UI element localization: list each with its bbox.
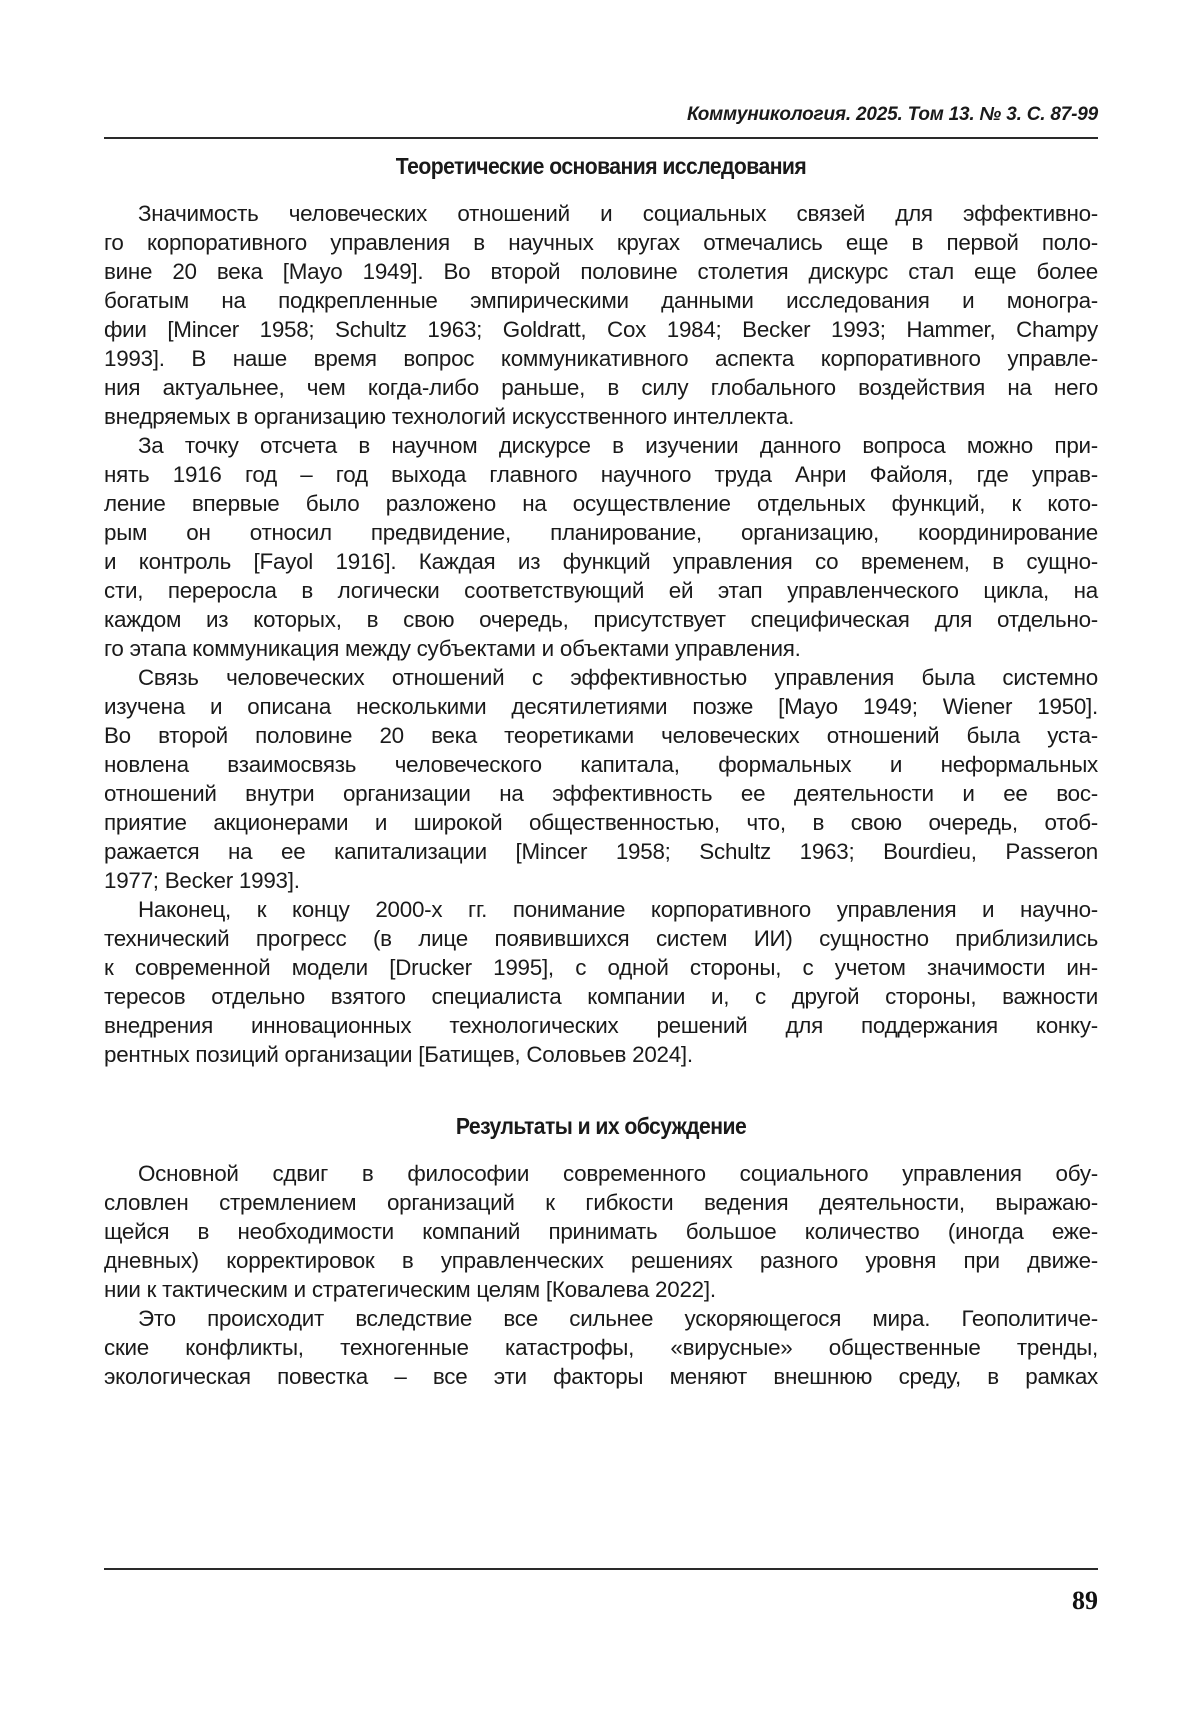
paragraph xyxy=(104,199,1098,431)
footer-rule xyxy=(104,1568,1098,1570)
text-line: За точку отсчета в научном дискурсе в изучении данного вопроса можно при- xyxy=(138,433,1098,458)
section-title-theory: Теоретические основания исследования xyxy=(395,153,807,179)
text-line: го корпоративного управления в научных кругах отмечались еще в первой поло- xyxy=(104,230,1098,255)
text-line: технический прогресс (в лице появившихся систем ИИ) сущностно приблизились xyxy=(104,926,1098,951)
text-line: рентных позиций организации [Батищев, Соловьев 2024]. xyxy=(104,1042,693,1067)
paragraph xyxy=(104,431,1098,663)
section-body-results xyxy=(104,1159,1098,1391)
text-line: 1977; Becker 1993]. xyxy=(104,868,300,893)
text-line: новлена взаимосвязь человеческого капитала, формальных и неформальных xyxy=(104,752,1098,777)
text-line: сти, переросла в логически соответствующий ей этап управленческого цикла, на xyxy=(104,578,1098,603)
document-page xyxy=(104,0,1098,1710)
text-line: 1993]. В наше время вопрос коммуникативного аспекта корпоративного управле- xyxy=(104,346,1098,371)
text-line: дневных) корректировок в управленческих решениях разного уровня при движе- xyxy=(104,1248,1098,1273)
text-line: ния актуальнее, чем когда-либо раньше, в силу глобального воздействия на него xyxy=(104,375,1098,400)
text-line: Основной сдвиг в философии современного социального управления обу- xyxy=(138,1161,1098,1186)
text-line: нии к тактическим и стратегическим целям [Ковалева 2022]. xyxy=(104,1277,716,1302)
text-line: ражается на ее капитализации [Mincer 1958; Schultz 1963; Bourdieu, Passeron xyxy=(104,839,1098,864)
text-line: экологическая повестка – все эти факторы меняют внешнюю среду, в рамках xyxy=(104,1364,1098,1389)
text-line: ление впервые было разложено на осуществление отдельных функций, к кото- xyxy=(104,491,1098,516)
text-line: Значимость человеческих отношений и социальных связей для эффективно- xyxy=(138,201,1098,226)
text-line: и контроль [Fayol 1916]. Каждая из функций управления со временем, в сущно- xyxy=(104,549,1098,574)
section-body-theory xyxy=(104,199,1098,1069)
paragraph xyxy=(104,1159,1098,1304)
section-title-results: Результаты и их обсуждение xyxy=(455,1113,747,1139)
text-line: тересов отдельно взятого специалиста компании и, с другой стороны, важности xyxy=(104,984,1098,1009)
text-line: к современной модели [Drucker 1995], с одной стороны, с учетом значимости ин- xyxy=(104,955,1098,980)
text-line: внедряемых в организацию технологий искусственного интеллекта. xyxy=(104,404,795,429)
text-line: рым он относил предвидение, планирование, организацию, координирование xyxy=(104,520,1098,545)
text-line: приятие акционерами и широкой общественностью, что, в свою очередь, отоб- xyxy=(104,810,1098,835)
text-line: словлен стремлением организаций к гибкости ведения деятельности, выражаю- xyxy=(104,1190,1098,1215)
paragraph xyxy=(104,1304,1098,1391)
running-head: Коммуникология. 2025. Том 13. № 3. С. 87-99 xyxy=(686,104,1098,125)
paragraph xyxy=(104,663,1098,895)
paragraph xyxy=(104,895,1098,1069)
text-line: Наконец, к концу 2000-х гг. понимание корпоративного управления и научно- xyxy=(138,897,1098,922)
page-number: 89 xyxy=(1072,1586,1098,1615)
text-line: внедрения инновационных технологических решений для поддержания конку- xyxy=(104,1013,1098,1038)
text-line: отношений внутри организации на эффективность ее деятельности и ее вос- xyxy=(104,781,1098,806)
text-line: Связь человеческих отношений с эффективностью управления была системно xyxy=(138,665,1098,690)
text-line: фии [Mincer 1958; Schultz 1963; Goldratt, Cox 1984; Becker 1993; Hammer, Champy xyxy=(104,317,1098,342)
text-line: Во второй половине 20 века теоретиками человеческих отношений была уста- xyxy=(104,723,1098,748)
text-line: щейся в необходимости компаний принимать большое количество (иногда еже- xyxy=(104,1219,1098,1244)
header-rule xyxy=(104,137,1098,139)
text-line: нять 1916 год – год выхода главного научного труда Анри Файоля, где управ- xyxy=(104,462,1098,487)
text-line: богатым на подкрепленные эмпирическими данными исследования и моногра- xyxy=(104,288,1098,313)
text-line: ские конфликты, техногенные катастрофы, «вирусные» общественные тренды, xyxy=(104,1335,1098,1360)
text-line: Это происходит вследствие все сильнее ускоряющегося мира. Геополитиче- xyxy=(138,1306,1098,1331)
text-line: изучена и описана несколькими десятилетиями позже [Mayo 1949; Wiener 1950]. xyxy=(104,694,1098,719)
text-line: вине 20 века [Mayo 1949]. Во второй половине столетия дискурс стал еще более xyxy=(104,259,1098,284)
text-line: го этапа коммуникация между субъектами и объектами управления. xyxy=(104,636,801,661)
text-line: каждом из которых, в свою очередь, присутствует специфическая для отдельно- xyxy=(104,607,1098,632)
